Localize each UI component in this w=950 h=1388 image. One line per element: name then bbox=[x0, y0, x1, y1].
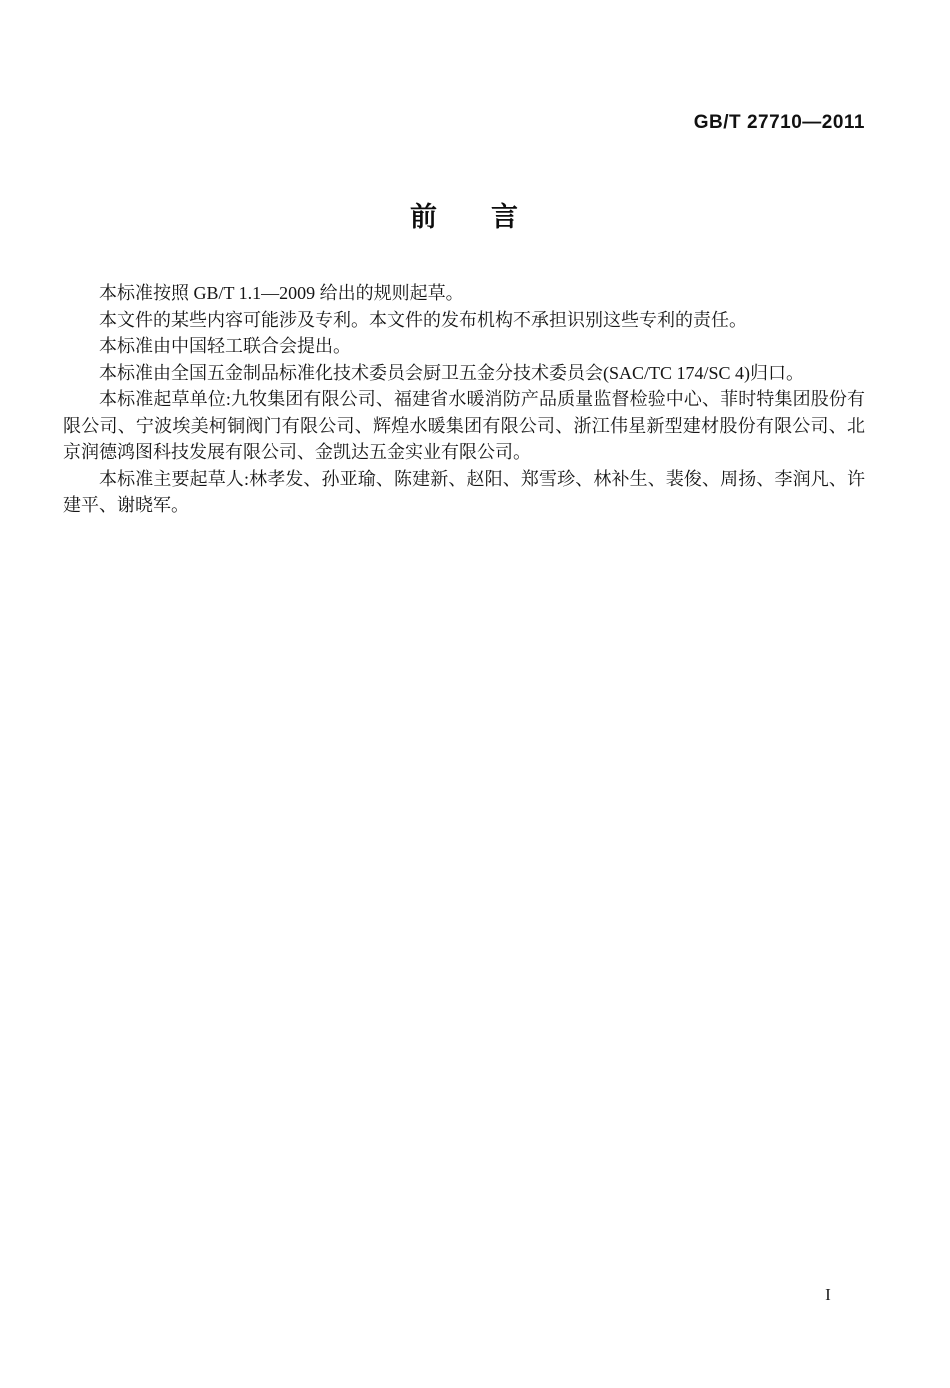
paragraph-patent-notice: 本文件的某些内容可能涉及专利。本文件的发布机构不承担识别这些专利的责任。 bbox=[99, 309, 747, 330]
paragraph-centralized-by: 本标准由全国五金制品标准化技术委员会厨卫五金分技术委员会(SAC/TC 174/SC 4)归口。 bbox=[99, 362, 805, 383]
paragraph-drafting-rules: 本标准按照 GB/T 1.1—2009 给出的规则起草。 bbox=[99, 283, 464, 303]
paragraph-proposed-by: 本标准由中国轻工联合会提出。 bbox=[99, 336, 351, 356]
foreword-body bbox=[63, 280, 865, 519]
paragraph-main-drafters: 本标准主要起草人:林孝发、孙亚瑜、陈建新、赵阳、郑雪珍、林补生、裴俊、周扬、李润凡、许建平、谢晓军。 bbox=[63, 468, 865, 515]
page-number: I bbox=[825, 1285, 831, 1304]
paragraph-drafting-organizations: 本标准起草单位:九牧集团有限公司、福建省水暖消防产品质量监督检验中心、菲时特集团股份有限公司、宁波埃美柯铜阀门有限公司、辉煌水暖集团有限公司、浙江伟星新型建材股份有限公司、北京润德鸿图科技发展有限公司、金凯达五金实业有限公司。 bbox=[63, 389, 865, 462]
standard-code-header: GB/T 27710—2011 bbox=[693, 112, 865, 133]
foreword-title: 前 言 bbox=[410, 202, 518, 232]
